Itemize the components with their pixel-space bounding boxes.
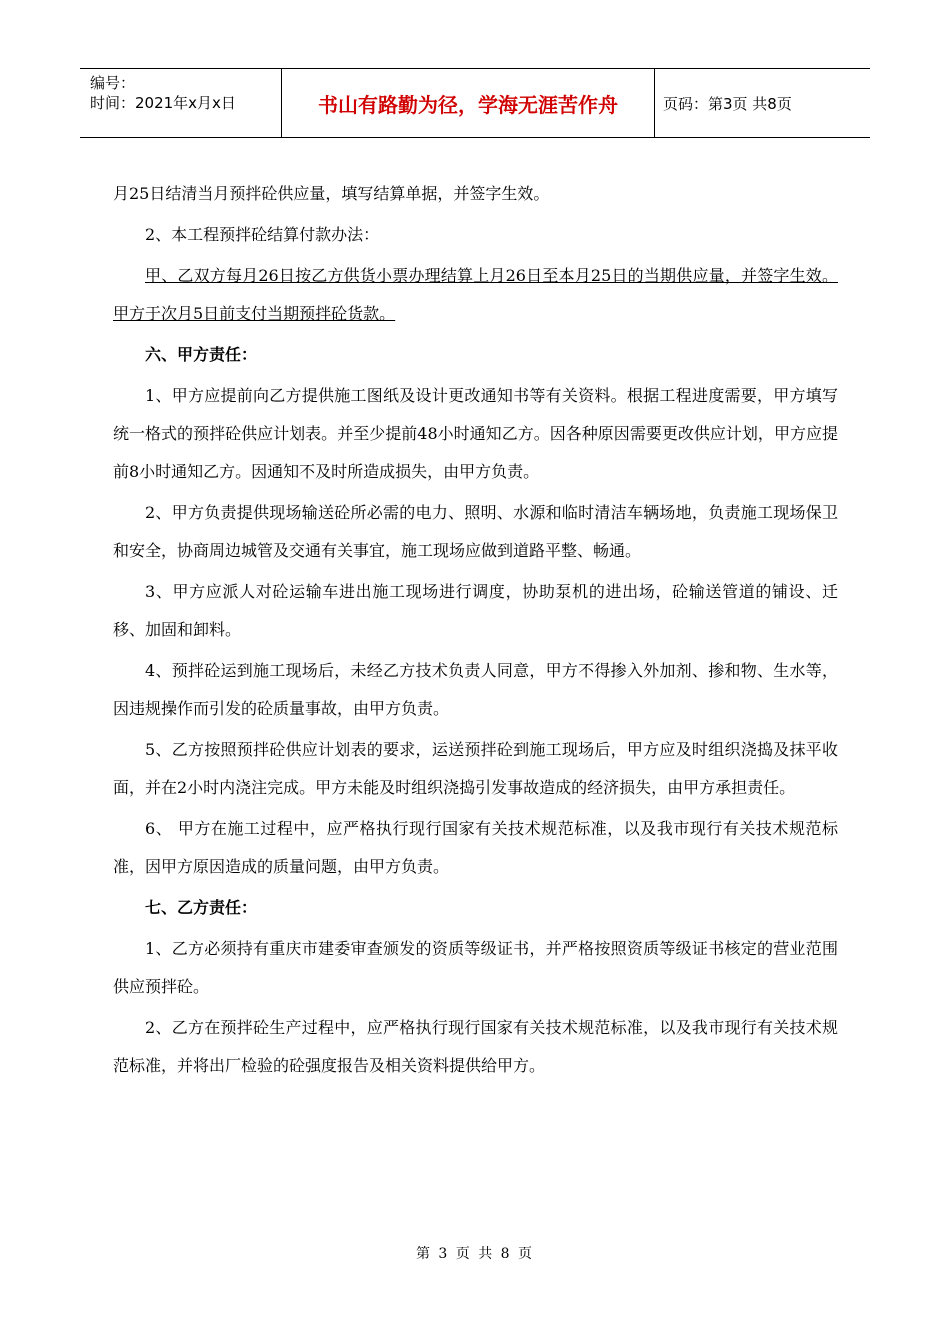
paragraph: 2、甲方负责提供现场输送砼所必需的电力、照明、水源和临时清洁车辆场地，负责施工现场保卫和安全，协商周边城管及交通有关事宜，施工现场应做到道路平整、畅通。 [113,503,838,560]
paragraph: 1、乙方必须持有重庆市建委审查颁发的资质等级证书，并严格按照资质等级证书核定的营业范围供应预拌砼。 [113,939,838,996]
underlined-text: 甲、乙双方每月26日按乙方供货小票办理结算上月26日至本月25日的当期供应量，并签字生效。甲方于次月5日前支付当期预拌砼货款。 [113,266,838,323]
paragraph: 6、 甲方在施工过程中，应严格执行现行国家有关技术规范标准，以及我市现行有关技术规范标准，因甲方原因造成的质量问题，由甲方负责。 [113,819,838,876]
page-header [80,68,870,138]
paragraph-underlined [113,257,838,333]
page-footer: 第 3 页 共 8 页 [415,1246,535,1262]
paragraph: 2、本工程预拌砼结算付款办法： [145,225,380,244]
section-heading: 七、乙方责任： [145,898,258,917]
header-meta [80,69,282,137]
paragraph: 月25日结清当月预拌砼供应量，填写结算单据，并签字生效。 [113,184,550,203]
document-number-label: 编号： [90,74,136,92]
paragraph: 4、预拌砼运到施工现场后，未经乙方技术负责人同意，甲方不得掺入外加剂、掺和物、生水等，因违规操作而引发的砼质量事故，由甲方负责。 [113,661,838,718]
header-page-info: 页码：第3页 共8页 [663,94,792,113]
paragraph: 1、甲方应提前向乙方提供施工图纸及设计更改通知书等有关资料。根据工程进度需要，甲方填写统一格式的预拌砼供应计划表。并至少提前48小时通知乙方。因各种原因需要更改供应计划，甲方应提前8小时通知乙方。因通知不及时所造成损失，由甲方负责。 [113,386,838,481]
paragraph: 5、乙方按照预拌砼供应计划表的要求，运送预拌砼到施工现场后，甲方应及时组织浇捣及抹平收面，并在2小时内浇注完成。甲方未能及时组织浇捣引发事故造成的经济损失，由甲方承担责任。 [113,740,838,797]
header-motto: 书山有路勤为径，学海无涯苦作舟 [282,69,655,137]
paragraph: 3、甲方应派人对砼运输车进出施工现场进行调度，协助泵机的进出场，砼输送管道的铺设、迁移、加固和卸料。 [113,582,838,639]
section-heading: 六、甲方责任： [145,345,258,364]
document-body [113,175,838,1088]
document-time-label: 时间：2021年x月x日 [90,94,236,112]
paragraph: 2、乙方在预拌砼生产过程中，应严格执行现行国家有关技术规范标准，以及我市现行有关技术规范标准，并将出厂检验的砼强度报告及相关资料提供给甲方。 [113,1018,838,1075]
